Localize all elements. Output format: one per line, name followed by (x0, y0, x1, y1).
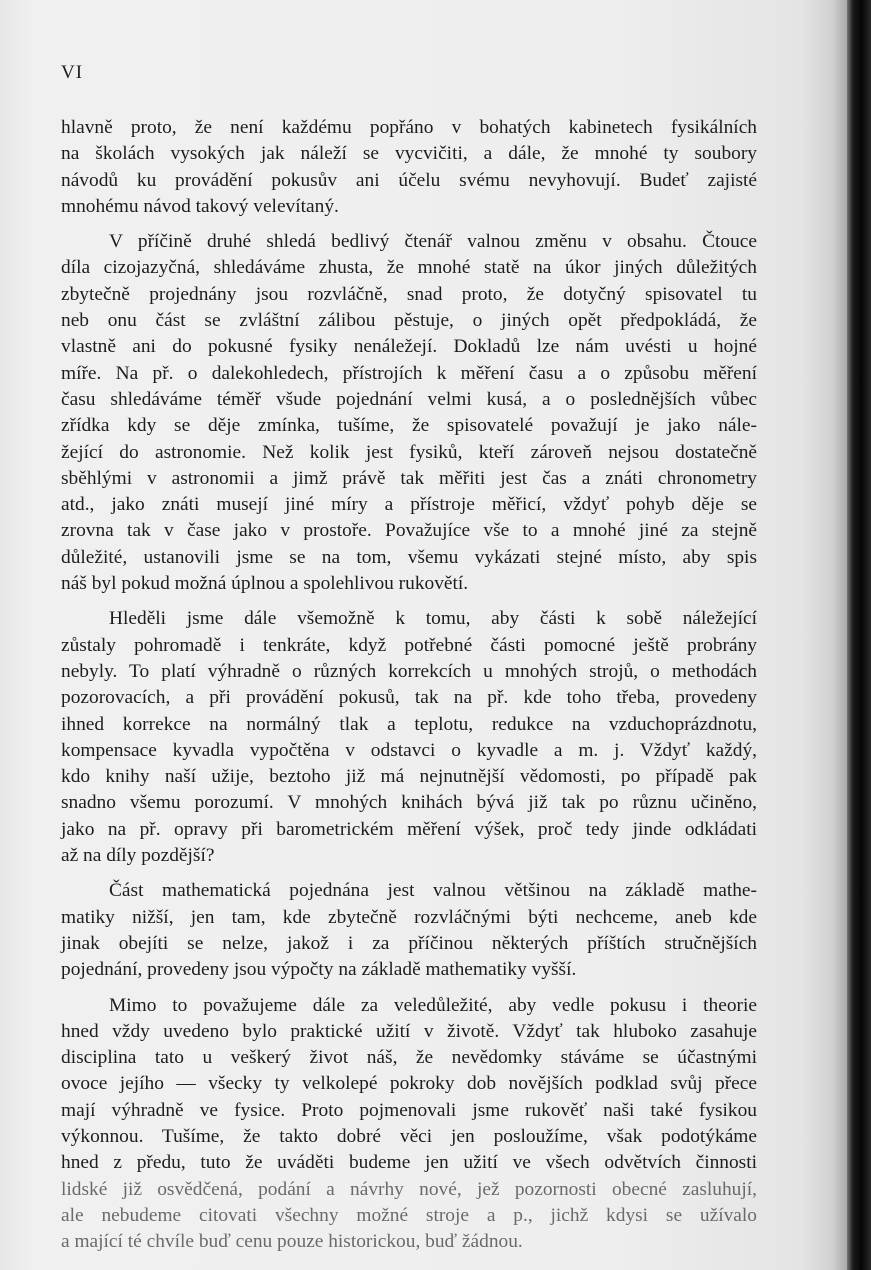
text-line: Hleděli jsme dále všemožně k tomu, aby části k sobě náležející (109, 608, 757, 630)
paragraph-4 (61, 878, 757, 983)
text-line: hned z předu, tuto že uváděti budeme jen užití ve všech odvětvích činnosti (61, 1152, 757, 1174)
text-line: snadno všemu porozumí. V mnohých knihách bývá již tak po různu učiněno, (61, 792, 757, 814)
text-line: času shledáváme téměř všude pojednání velmi kusá, a o poslednějších vůbec (61, 388, 757, 410)
text-line: jinak obejíti se nelze, jakož i za příčinou některých příštích stručnějších (61, 932, 757, 954)
text-line: hned vždy uvedeno bylo praktické užití v životě. Vždyť tak hluboko zasahuje (61, 1020, 757, 1042)
text-line: míře. Na př. o dalekohledech, přístrojích k měření času a o způsobu měření (61, 362, 757, 384)
page-gutter-shadow (833, 0, 847, 1270)
text-line: díla cizojazyčná, shledáváme zhusta, že mnohé statě na úkor jiných důležitých (61, 257, 757, 279)
paragraph-2 (61, 229, 757, 597)
text-line: V příčině druhé shledá bedlivý čtenář valnou změnu v obsahu. Čtouce (109, 231, 757, 253)
text-line: důležité, ustanovili jsme se na tom, všemu vykázati stejné místo, aby spis (61, 546, 757, 568)
text-line: zrovna tak v čase jako v prostoře. Považujíce vše to a mnohé jiné za stejně (61, 520, 757, 542)
text-line: zůstaly pohromadě i tenkráte, když potřebné části pomocné ještě probrány (61, 634, 757, 656)
page-number: VI (61, 62, 84, 83)
text-line: kdo knihy naší užije, beztoho již má nejnutnější vědomosti, po případě pak (61, 766, 757, 788)
text-line: sběhlými v astronomii a jimž právě tak měřiti jest čas a znáti chronometry (61, 467, 757, 489)
body-text (61, 115, 757, 1264)
text-line: a mající té chvíle buď cenu pouze historickou, buď žádnou. (61, 1231, 523, 1253)
text-line: mnohému návod takový velevítaný. (61, 195, 339, 217)
text-line: návodů ku provádění pokusův ani účelu svému nevyhovují. Budeť zajisté (61, 169, 757, 191)
text-line: zbytečně projednány jsou rozvláčně, snad proto, že dotyčný spisovatel tu (61, 283, 757, 305)
text-line: vlastně ani do pokusné fysiky nenáležejí. Dokladů lze nám uvésti u hojné (61, 336, 757, 358)
text-line: náš byl pokud možná úplnou a spolehlivou rukovětí. (61, 573, 469, 595)
text-line: nebyly. To platí výhradně o různých korrekcích u mnohých strojů, o methodách (61, 660, 757, 682)
text-line: ale nebudeme citovati všechny možné stroje a p., jichž kdysi se užívalo (61, 1204, 757, 1226)
text-line: zřídka kdy se děje zmínka, tušíme, že spisovatelé považují je jako nále- (61, 415, 757, 437)
paragraph-5 (61, 993, 757, 1256)
text-line: pojednání, provedeny jsou výpočty na základě mathematiky vyšší. (61, 959, 577, 981)
text-line: výkonnou. Tušíme, že takto dobré věci jen posloužíme, však podotýkáme (61, 1125, 757, 1147)
text-line: ovoce jejího — všecky ty velkolepé pokroky dob novějších podklad svůj přece (61, 1073, 757, 1095)
text-line: neb onu část se zvláštní zálibou pěstuje, o jiných opět předpokládá, že (61, 310, 757, 332)
text-line: lidské již osvědčená, podání a návrhy nové, jež pozornosti obecné zasluhují, (61, 1178, 757, 1200)
text-line: matiky nižší, jen tam, kde zbytečně rozvláčnými býti nechceme, aneb kde (61, 906, 757, 928)
text-line: žející do astronomie. Než kolik jest fysiků, kteří zároveň nejsou dostatečně (61, 441, 757, 463)
text-line: na školách vysokých jak náleží se vycvičiti, a dále, že mnohé ty soubory (61, 143, 757, 165)
text-line: kompensace kyvadla vypočtěna v odstavci o kyvadle a m. j. Vždyť každý, (61, 739, 757, 761)
text-line: hlavně proto, že není každému popřáno v bohatých kabinetech fysikálních (61, 117, 757, 138)
text-line: jako na př. opravy při barometrickém měření výšek, proč tedy jinde odkládati (61, 818, 757, 840)
text-line: mají výhradně ve fysice. Proto pojmenovali jsme rukověť naši také fysikou (61, 1099, 757, 1121)
paragraph-1 (61, 115, 757, 220)
text-line: disciplina tato u veškerý život náš, že nevědomky stáváme se účastnými (61, 1047, 757, 1069)
text-line: Mimo to považujeme dále za veledůležité, aby vedle pokusu i theorie (109, 994, 757, 1016)
book-spine (847, 0, 871, 1270)
text-line: pozorovacích, a při provádění pokusů, tak na př. kde toho třeba, provedeny (61, 687, 757, 709)
text-line: Část mathematická pojednána jest valnou většinou na základě mathe- (109, 880, 757, 902)
paragraph-3 (61, 606, 757, 869)
text-line: atd., jako znáti musejí jiné míry a přístroje měřicí, vždyť pohyb děje se (61, 494, 757, 516)
text-line: ihned korrekce na normálný tlak a teplotu, redukce na vzduchoprázdnotu, (61, 713, 757, 735)
text-line: až na díly pozdější? (61, 845, 215, 867)
